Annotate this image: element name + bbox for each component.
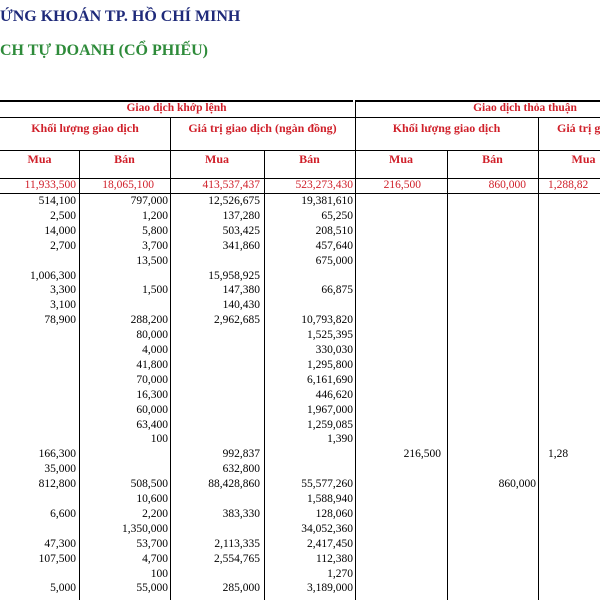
table-cell: 65,250 bbox=[321, 209, 353, 222]
table-cell: 19,381,610 bbox=[301, 195, 353, 207]
table-cell: 1,006,300 bbox=[30, 269, 76, 282]
table-cell: 63,400 bbox=[136, 418, 168, 431]
subhead-value-2: Giá trị g bbox=[557, 121, 600, 135]
col-buy-volume-2: Mua bbox=[389, 152, 413, 166]
table-cell: 112,380 bbox=[316, 552, 353, 565]
table-cell: 166,300 bbox=[38, 448, 76, 461]
col-buy-value-2: Mua bbox=[571, 152, 596, 166]
table-cell: 128,060 bbox=[315, 507, 353, 520]
col-sell-volume: Bán bbox=[114, 152, 135, 166]
trading-table bbox=[0, 100, 600, 600]
table-cell: 47,300 bbox=[44, 537, 76, 550]
vline-5 bbox=[447, 150, 448, 600]
table-cell: 88,428,860 bbox=[208, 478, 260, 491]
table-cell: 446,620 bbox=[315, 388, 353, 401]
table-cell: 53,700 bbox=[136, 537, 168, 550]
table-cell: 3,300 bbox=[50, 284, 76, 297]
table-cell: 1,967,000 bbox=[307, 403, 353, 416]
table-cell: 100 bbox=[150, 567, 168, 580]
table-cell: 503,425 bbox=[222, 224, 260, 237]
subhead-volume: Khối lượng giao dịch bbox=[31, 121, 139, 135]
table-cell: 35,000 bbox=[44, 463, 76, 476]
subhead-value: Giá trị giao dịch (ngàn đồng) bbox=[188, 121, 337, 135]
table-cell: 860,000 bbox=[498, 478, 536, 491]
table-cell: 457,640 bbox=[315, 239, 353, 252]
table-cell: 2,500 bbox=[50, 209, 76, 222]
table-cell: 1,390 bbox=[327, 433, 353, 446]
table-cell: 100 bbox=[150, 433, 168, 446]
total-buy-value-2: 1,288,82 bbox=[548, 179, 589, 191]
total-buy-value: 413,537,437 bbox=[202, 179, 260, 191]
table-cell: 2,962,685 bbox=[214, 314, 260, 327]
table-cell: 330,030 bbox=[315, 344, 353, 356]
table-cell: 55,000 bbox=[136, 582, 168, 595]
table-cell: 6,600 bbox=[50, 507, 76, 520]
table-cell: 1,500 bbox=[142, 284, 168, 297]
table-cell: 10,793,820 bbox=[301, 314, 353, 327]
table-cell: 1,588,940 bbox=[307, 493, 353, 505]
table-cell: 2,700 bbox=[50, 239, 76, 252]
table-cell: 216,500 bbox=[403, 448, 441, 461]
col-sell-value: Bán bbox=[299, 152, 320, 166]
table-cell: 1,28 bbox=[548, 448, 569, 461]
table-cell: 797,000 bbox=[130, 195, 168, 207]
table-cell: 383,330 bbox=[222, 507, 260, 520]
table-cell: 5,000 bbox=[50, 582, 76, 595]
table-cell: 6,161,690 bbox=[307, 373, 353, 386]
table-cell: 78,900 bbox=[44, 314, 76, 327]
group-header-match: Giao dịch khớp lệnh bbox=[126, 102, 227, 114]
col-sell-volume-2: Bán bbox=[482, 152, 503, 166]
table-cell: 140,430 bbox=[222, 299, 260, 312]
table-cell: 1,270 bbox=[327, 567, 353, 580]
table-cell: 34,052,360 bbox=[301, 522, 353, 535]
subhead-divider bbox=[0, 150, 600, 151]
table-cell: 2,200 bbox=[142, 507, 168, 520]
group-divider bbox=[0, 117, 600, 118]
table-cell: 1,200 bbox=[142, 209, 168, 222]
table-cell: 3,189,000 bbox=[307, 582, 353, 595]
table-cell: 1,295,800 bbox=[307, 358, 353, 371]
table-cell: 514,100 bbox=[38, 195, 76, 207]
table-cell: 10,600 bbox=[136, 493, 168, 505]
table-cell: 1,259,085 bbox=[307, 418, 353, 431]
table-cell: 812,800 bbox=[38, 478, 76, 491]
total-sell-volume: 18,065,100 bbox=[102, 179, 154, 191]
table-cell: 288,200 bbox=[130, 314, 168, 327]
table-cell: 508,500 bbox=[130, 478, 168, 491]
table-cell: 13,500 bbox=[136, 254, 168, 267]
table-cell: 632,800 bbox=[222, 463, 260, 476]
total-buy-volume-2: 216,500 bbox=[383, 179, 421, 191]
table-cell: 147,380 bbox=[222, 284, 260, 297]
table-cell: 14,000 bbox=[44, 224, 76, 237]
col-buy-value: Mua bbox=[205, 152, 229, 166]
vline-4 bbox=[355, 100, 356, 600]
report-title: ỨNG KHOÁN TP. HỒ CHÍ MINH bbox=[0, 8, 241, 25]
table-cell: 55,577,260 bbox=[301, 478, 353, 491]
table-cell: 66,875 bbox=[321, 284, 353, 297]
report-subtitle: CH TỰ DOANH (CỔ PHIẾU) bbox=[0, 42, 208, 59]
table-cell: 41,800 bbox=[136, 358, 168, 371]
table-cell: 2,113,335 bbox=[214, 537, 260, 550]
table-cell: 107,500 bbox=[38, 552, 76, 565]
table-cell: 60,000 bbox=[136, 403, 168, 416]
table-cell: 4,700 bbox=[142, 552, 168, 565]
table-cell: 992,837 bbox=[222, 448, 260, 461]
table-cell: 12,526,675 bbox=[208, 195, 260, 207]
table-cell: 15,958,925 bbox=[208, 269, 260, 282]
table-cell: 137,280 bbox=[222, 209, 260, 222]
table-cell: 1,525,395 bbox=[307, 329, 353, 342]
table-cell: 80,000 bbox=[136, 329, 168, 342]
table-cell: 70,000 bbox=[136, 373, 168, 386]
total-buy-volume: 11,933,500 bbox=[24, 179, 76, 191]
total-sell-value: 523,273,430 bbox=[295, 179, 353, 191]
total-sell-volume-2: 860,000 bbox=[488, 179, 526, 191]
table-cell: 16,300 bbox=[136, 388, 168, 401]
subhead-volume-2: Khối lượng giao dịch bbox=[392, 121, 501, 135]
vline-6 bbox=[538, 117, 539, 600]
table-cell: 3,700 bbox=[142, 239, 168, 252]
table-cell: 4,000 bbox=[142, 344, 168, 356]
group-header-negotiated: Giao dịch thỏa thuận bbox=[473, 102, 577, 114]
table-cell: 285,000 bbox=[222, 582, 260, 595]
table-cell: 3,100 bbox=[50, 299, 76, 312]
table-cell: 5,800 bbox=[142, 224, 168, 237]
table-cell: 675,000 bbox=[315, 254, 353, 267]
table-cell: 2,554,765 bbox=[214, 552, 260, 565]
totals-divider bbox=[0, 193, 600, 194]
table-cell: 208,510 bbox=[315, 224, 353, 237]
col-buy-volume: Mua bbox=[27, 152, 52, 166]
table-cell: 1,350,000 bbox=[122, 522, 168, 535]
table-cell: 2,417,450 bbox=[307, 537, 353, 550]
table-cell: 341,860 bbox=[222, 239, 260, 252]
